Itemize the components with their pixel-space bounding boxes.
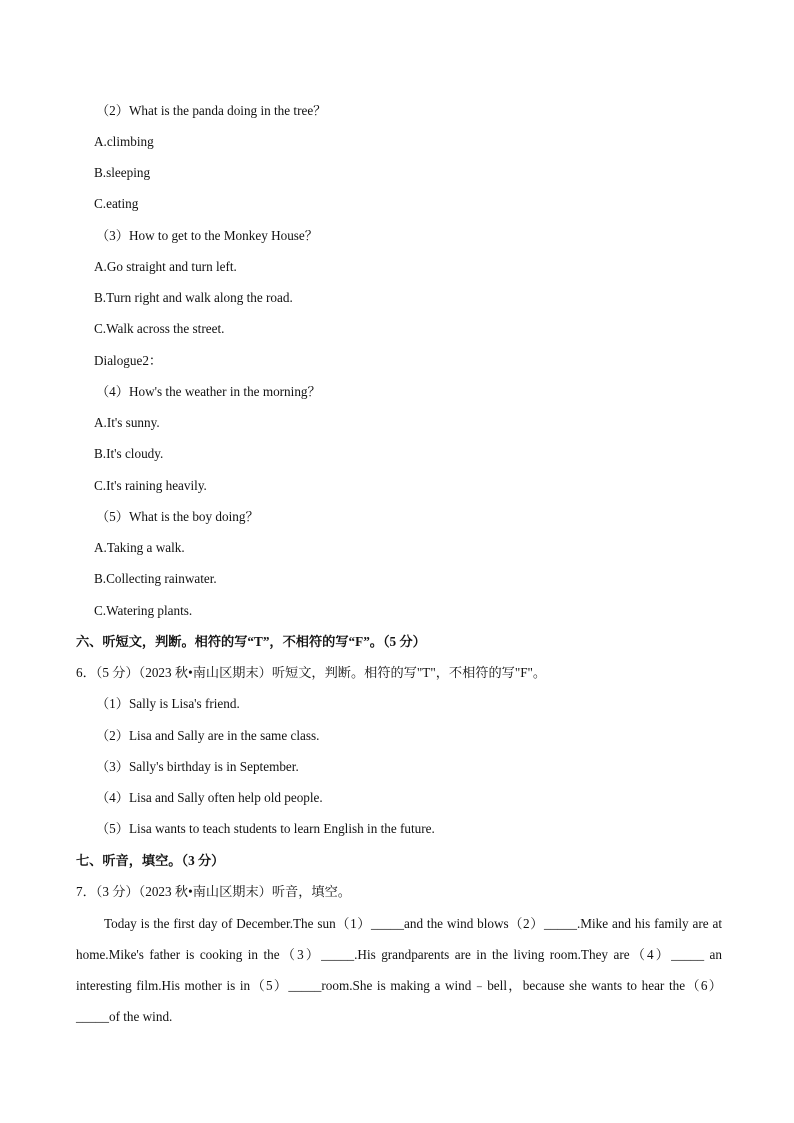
- option-4c: C.It's raining heavily.: [94, 478, 207, 493]
- option-3c: C.Walk across the street.: [94, 321, 225, 336]
- section7-question: 7．（3 分）（2023 秋•南山区期末）听音，填空。: [76, 884, 351, 899]
- question-5: （5）What is the boy doing？: [96, 509, 259, 524]
- tf-item-5: （5）Lisa wants to teach students to learn English in the future.: [96, 821, 435, 836]
- section6-question: 6．（5 分）（2023 秋•南山区期末）听短文，判断。相符的写"T"，不相符的写"F"。: [76, 665, 547, 680]
- option-5b: B.Collecting rainwater.: [94, 571, 217, 586]
- tf-item-3: （3）Sally's birthday is in September.: [96, 759, 299, 774]
- fill-in-passage: Today is the first day of December.The sun（1）_____and the wind blows（2）_____.Mike and his family are at home.Mike's father is cooking in the（3）_____.His grandparents are in the living room.They are（4）_____ an interesting film.His mother is in（5）_____room.She is making a wind﹣bell，because she wants to hear the（6）_____of the wind.: [76, 916, 722, 1024]
- option-5a: A.Taking a walk.: [94, 540, 185, 555]
- option-3a: A.Go straight and turn left.: [94, 259, 237, 274]
- dialogue2-label: Dialogue2：: [94, 353, 163, 368]
- option-3b: B.Turn right and walk along the road.: [94, 290, 293, 305]
- question-4: （4）How's the weather in the morning？: [96, 384, 321, 399]
- tf-item-2: （2）Lisa and Sally are in the same class.: [96, 728, 320, 743]
- section7-heading: 七、听音，填空。（3 分）: [76, 853, 225, 868]
- question-3: （3）How to get to the Monkey House？: [96, 228, 318, 243]
- option-2c: C.eating: [94, 196, 139, 211]
- option-4b: B.It's cloudy.: [94, 446, 164, 461]
- tf-item-1: （1）Sally is Lisa's friend.: [96, 696, 240, 711]
- tf-item-4: （4）Lisa and Sally often help old people.: [96, 790, 323, 805]
- option-2b: B.sleeping: [94, 165, 151, 180]
- section6-heading: 六、听短文，判断。相符的写“T”，不相符的写“F”。（5 分）: [76, 634, 426, 649]
- question-2: （2）What is the panda doing in the tree？: [96, 103, 327, 118]
- option-2a: A.climbing: [94, 134, 154, 149]
- option-5c: C.Watering plants.: [94, 603, 193, 618]
- option-4a: A.It's sunny.: [94, 415, 160, 430]
